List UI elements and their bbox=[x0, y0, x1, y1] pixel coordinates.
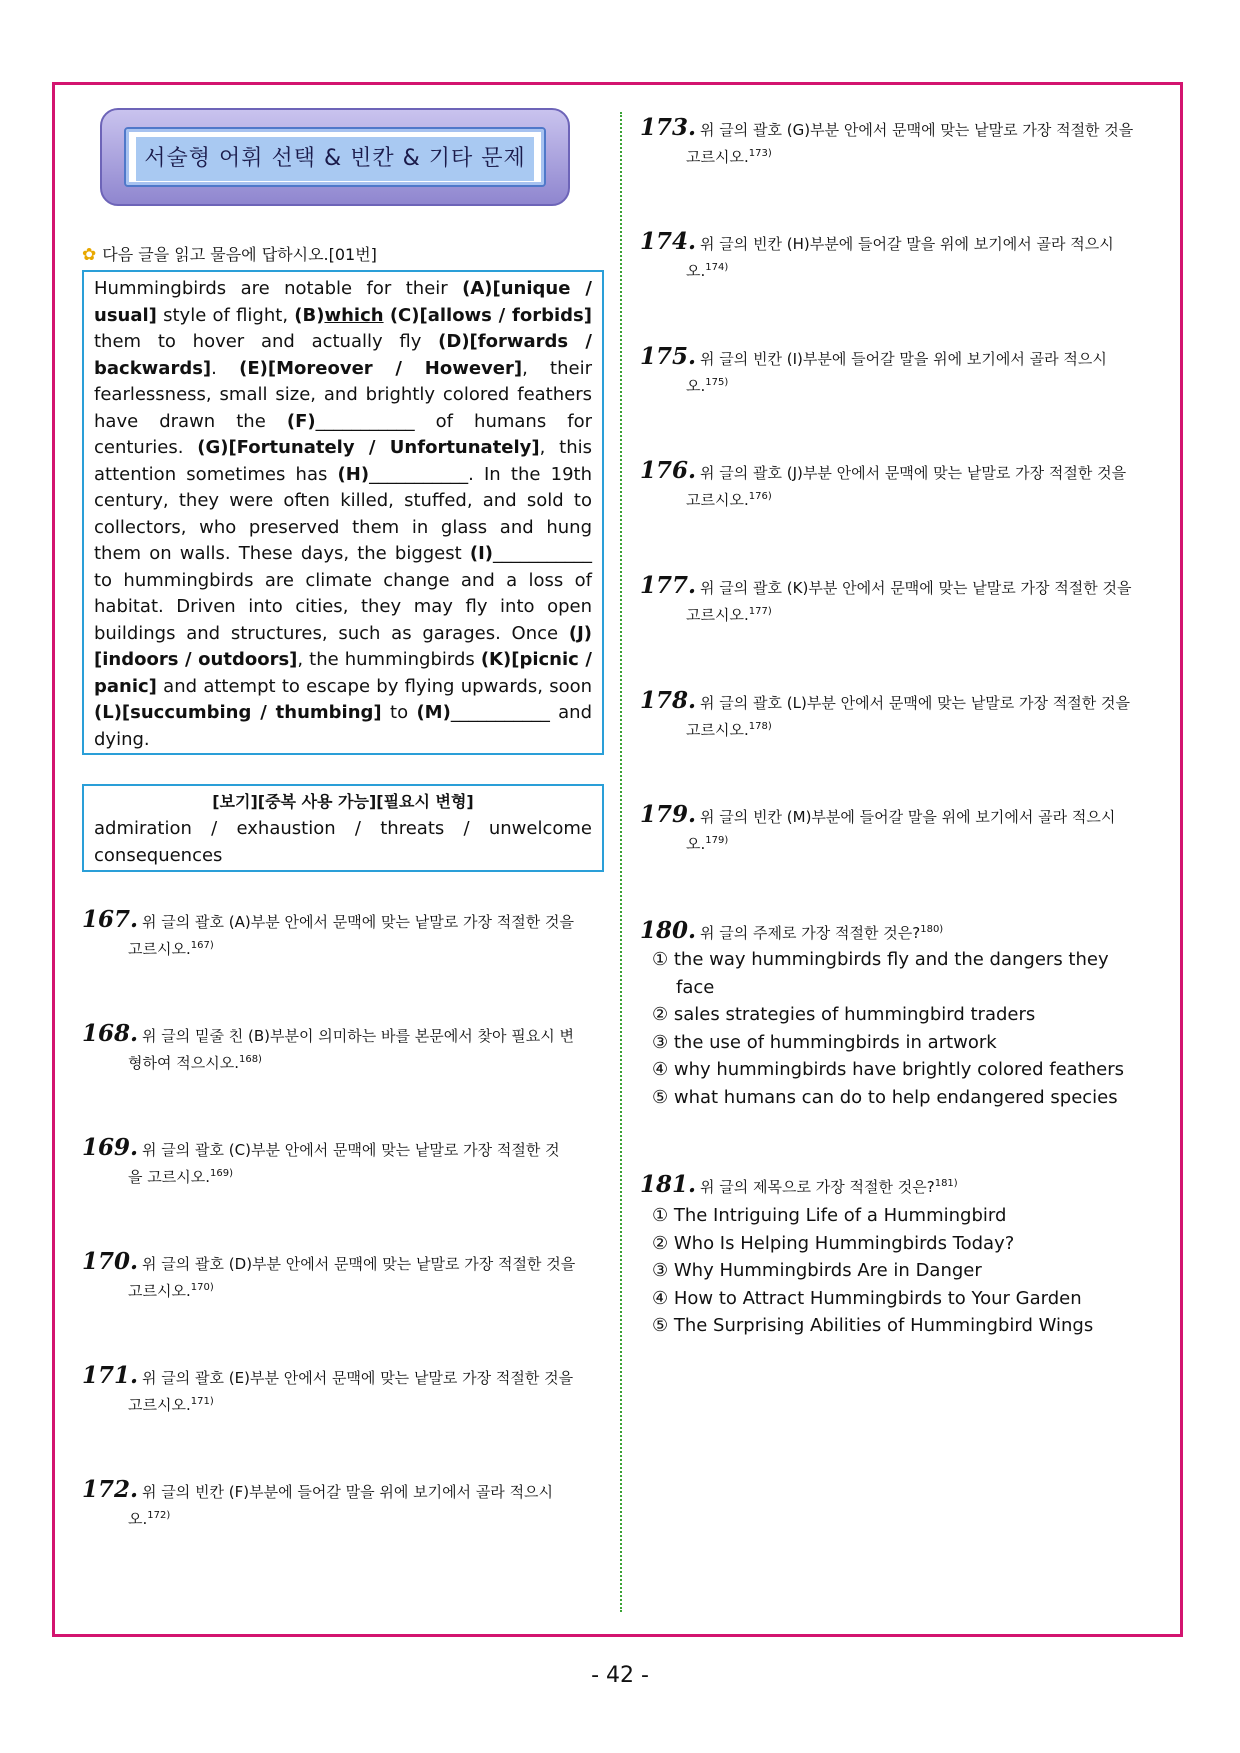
page-number: - 42 - bbox=[591, 1663, 649, 1688]
section-title-box bbox=[100, 108, 570, 206]
question-178: 178. 위 글의 괄호 (L)부분 안에서 문맥에 맞는 낱말로 가장 적절한 것을 고르시오.$^{178)}$ bbox=[640, 687, 1131, 739]
column-divider bbox=[620, 112, 622, 1612]
option-4[interactable]: ④ How to Attract Hummingbirds to Your Garden bbox=[652, 1287, 1082, 1309]
option-1-cont: face bbox=[676, 976, 715, 998]
passage-box: Hummingbirds are notable for their (A)[unique / usual] style of flight, (B)which (C)[allows / forbids] them to hover and actually fly (D)[forwards / backwards]. (E)[Moreover / However], their fearlessness, small size, and brightly colored feathers have drawn the (F)___________ of humans for centuries. (G)[Fortunately / Unfortunately], this attention sometimes has (H)___________. In the 19th century, they were often killed, stuffed, and sold to collectors, who preserved them in glass and hung them on walls. These days, the biggest (I)___________ to hummingbirds are climate change and a loss of habitat. Driven into cities, they may fly into open buildings and structures, such as garages. Once (J)[indoors / outdoors], the hummingbirds (K)[picnic / panic] and attempt to escape by flying upwards, soon (L)[succumbing / thumbing] to (M)___________ and dying. bbox=[82, 270, 604, 755]
question-175: 175. 위 글의 빈칸 (I)부분에 들어갈 말을 위에 보기에서 골라 적으시 오.$^{175)}$ bbox=[640, 343, 1107, 395]
option-3[interactable]: ③ Why Hummingbirds Are in Danger bbox=[652, 1260, 982, 1282]
question-177: 177. 위 글의 괄호 (K)부분 안에서 문맥에 맞는 낱말로 가장 적절한 것을 고르시오.$^{177)}$ bbox=[640, 572, 1132, 624]
option-4[interactable]: ④ why hummingbirds have brightly colored feathers bbox=[652, 1059, 1125, 1081]
option-1[interactable]: ① the way hummingbirds fly and the dangers they bbox=[652, 949, 1109, 970]
choices-heading: [보기][중복 사용 가능][필요시 변형] bbox=[212, 792, 474, 811]
option-5[interactable]: ⑤ what humans can do to help endangered species bbox=[652, 1086, 1118, 1108]
question-180: 180. 위 글의 주제로 가장 적절한 것은?$^{180)}$ bbox=[640, 917, 944, 944]
question-168: 168. 위 글의 밑줄 친 (B)부분이 의미하는 바를 본문에서 찾아 필요시 변 형하여 적으시오.$^{168)}$ bbox=[82, 1020, 574, 1072]
question-171: 171. 위 글의 괄호 (E)부분 안에서 문맥에 맞는 낱말로 가장 적절한 것을 고르시오.$^{171)}$ bbox=[82, 1362, 574, 1414]
question-172: 172. 위 글의 빈칸 (F)부분에 들어갈 말을 위에 보기에서 골라 적으시 오.$^{172)}$ bbox=[82, 1476, 554, 1528]
question-181-options bbox=[652, 1202, 1162, 1340]
question-174: 174. 위 글의 빈칸 (H)부분에 들어갈 말을 위에 보기에서 골라 적으시 오.$^{174)}$ bbox=[640, 228, 1114, 280]
question-167: 167. 위 글의 괄호 (A)부분 안에서 문맥에 맞는 낱말로 가장 적절한 것을 고르시오.$^{167)}$ bbox=[82, 906, 574, 958]
option-2[interactable]: ② Who Is Helping Hummingbirds Today? bbox=[652, 1232, 1015, 1254]
option-1[interactable]: ① The Intriguing Life of a Hummingbird bbox=[652, 1205, 1007, 1226]
flower-icon: ✿ bbox=[82, 245, 97, 265]
option-3[interactable]: ③ the use of hummingbirds in artwork bbox=[652, 1031, 997, 1053]
question-176: 176. 위 글의 괄호 (J)부분 안에서 문맥에 맞는 낱말로 가장 적절한 것을 고르시오.$^{176)}$ bbox=[640, 457, 1127, 509]
question-179: 179. 위 글의 빈칸 (M)부분에 들어갈 말을 위에 보기에서 골라 적으시 오.$^{179)}$ bbox=[640, 801, 1116, 853]
choices-words: admiration / exhaustion / threats / unwelcome consequences bbox=[94, 818, 592, 866]
option-5[interactable]: ⑤ The Surprising Abilities of Hummingbird Wings bbox=[652, 1315, 1094, 1337]
option-2[interactable]: ② sales strategies of hummingbird traders bbox=[652, 1004, 1036, 1026]
question-169: 169. 위 글의 괄호 (C)부분 안에서 문맥에 맞는 낱말로 가장 적절한 것 을 고르시오.$^{169)}$ bbox=[82, 1134, 560, 1186]
word-choices-box bbox=[82, 784, 604, 872]
question-173: 173. 위 글의 괄호 (G)부분 안에서 문맥에 맞는 낱말로 가장 적절한 것을 고르시오.$^{173)}$ bbox=[640, 114, 1134, 166]
question-180-options bbox=[652, 946, 1162, 1112]
question-170: 170. 위 글의 괄호 (D)부분 안에서 문맥에 맞는 낱말로 가장 적절한 것을 고르시오.$^{170)}$ bbox=[82, 1248, 576, 1300]
instruction: ✿ 다음 글을 읽고 물음에 답하시오.[01번] bbox=[82, 245, 377, 265]
section-title: 서술형 어휘 선택 & 빈칸 & 기타 문제 bbox=[136, 137, 534, 181]
question-181: 181. 위 글의 제목으로 가장 적절한 것은?$^{181)}$ bbox=[640, 1171, 958, 1198]
